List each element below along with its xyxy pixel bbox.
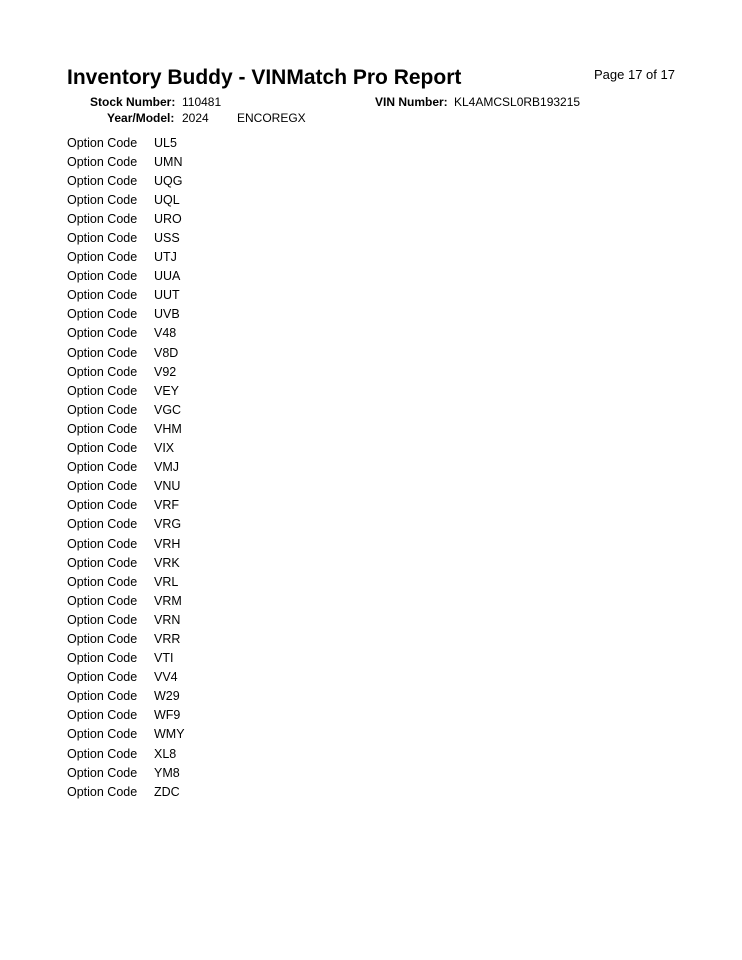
option-row <box>67 610 185 629</box>
option-code-value: VRF <box>154 498 179 513</box>
option-code-value: UMN <box>154 154 183 169</box>
option-row <box>67 324 185 343</box>
stock-number-label: Stock Number: <box>90 95 176 109</box>
option-code-value: VRK <box>154 555 180 570</box>
option-row <box>67 400 185 419</box>
option-code-label: Option Code <box>67 746 138 761</box>
option-code-label: Option Code <box>67 402 138 417</box>
option-code-label: Option Code <box>67 651 138 666</box>
report-title: Inventory Buddy - VINMatch Pro Report <box>67 66 462 89</box>
option-code-label: Option Code <box>67 288 138 303</box>
option-code-value: VEY <box>154 383 180 398</box>
option-code-value: YM8 <box>154 765 180 780</box>
option-code-label: Option Code <box>67 441 138 456</box>
option-row <box>67 744 185 763</box>
option-code-label: Option Code <box>67 670 138 685</box>
model-value: ENCOREGX <box>237 111 306 125</box>
option-code-label: Option Code <box>67 460 138 475</box>
option-code-label: Option Code <box>67 517 138 532</box>
option-code-label: Option Code <box>67 135 138 150</box>
option-row <box>67 133 185 152</box>
option-code-label: Option Code <box>67 250 138 265</box>
option-code-value: VRH <box>154 536 181 551</box>
option-row <box>67 439 185 458</box>
option-row <box>67 152 185 171</box>
option-row <box>67 209 185 228</box>
option-code-value: USS <box>154 231 180 246</box>
option-code-value: V48 <box>154 326 177 341</box>
option-row <box>67 629 185 648</box>
option-row <box>67 553 185 572</box>
option-code-value: VHM <box>154 421 182 436</box>
option-row <box>67 267 185 286</box>
option-code-label: Option Code <box>67 307 138 322</box>
option-code-label: Option Code <box>67 574 138 589</box>
option-code-label: Option Code <box>67 345 138 360</box>
option-code-value: VTI <box>154 651 174 666</box>
option-row <box>67 305 185 324</box>
option-code-label: Option Code <box>67 269 138 284</box>
option-code-value: VGC <box>154 402 182 417</box>
option-row <box>67 649 185 668</box>
option-row <box>67 591 185 610</box>
option-code-value: VRM <box>154 593 182 608</box>
option-row <box>67 515 185 534</box>
option-code-value: V8D <box>154 345 179 360</box>
year-value: 2024 <box>182 111 209 125</box>
option-code-value: W29 <box>154 689 180 704</box>
stock-number-value: 110481 <box>182 95 222 109</box>
year-model-label: Year/Model: <box>107 111 175 125</box>
option-code-label: Option Code <box>67 727 138 742</box>
option-code-label: Option Code <box>67 631 138 646</box>
option-code-value: V92 <box>154 364 177 379</box>
option-code-label: Option Code <box>67 326 138 341</box>
option-code-label: Option Code <box>67 364 138 379</box>
option-code-value: UL5 <box>154 135 177 150</box>
vin-number-label: VIN Number: <box>375 95 448 109</box>
option-code-label: Option Code <box>67 211 138 226</box>
page-number: Page 17 of 17 <box>594 67 675 82</box>
option-code-value: VMJ <box>154 460 179 475</box>
option-row <box>67 534 185 553</box>
option-row <box>67 248 185 267</box>
option-code-value: UQL <box>154 192 180 207</box>
option-row <box>67 782 185 801</box>
option-code-value: WMY <box>154 727 185 742</box>
option-code-value: VRR <box>154 631 181 646</box>
option-code-list <box>67 133 185 801</box>
option-row <box>67 687 185 706</box>
option-row <box>67 668 185 687</box>
option-row <box>67 171 185 190</box>
option-code-label: Option Code <box>67 555 138 570</box>
option-code-label: Option Code <box>67 765 138 780</box>
option-code-value: UVB <box>154 307 180 322</box>
option-code-label: Option Code <box>67 689 138 704</box>
option-row <box>67 286 185 305</box>
option-code-label: Option Code <box>67 612 138 627</box>
option-row <box>67 381 185 400</box>
option-code-value: ZDC <box>154 784 180 799</box>
option-code-value: UUT <box>154 288 180 303</box>
option-code-value: UUA <box>154 269 181 284</box>
vin-number-value: KL4AMCSL0RB193215 <box>454 95 581 109</box>
option-code-label: Option Code <box>67 593 138 608</box>
option-code-label: Option Code <box>67 173 138 188</box>
option-code-label: Option Code <box>67 708 138 723</box>
option-code-label: Option Code <box>67 192 138 207</box>
option-row <box>67 228 185 247</box>
option-row <box>67 419 185 438</box>
option-row <box>67 763 185 782</box>
option-code-value: WF9 <box>154 708 181 723</box>
option-row <box>67 725 185 744</box>
option-code-label: Option Code <box>67 479 138 494</box>
option-code-value: VRN <box>154 612 181 627</box>
option-code-label: Option Code <box>67 784 138 799</box>
option-code-value: VIX <box>154 441 175 456</box>
option-code-value: VRL <box>154 574 179 589</box>
option-code-value: VRG <box>154 517 182 532</box>
option-code-value: UQG <box>154 173 183 188</box>
option-row <box>67 343 185 362</box>
option-code-label: Option Code <box>67 536 138 551</box>
option-code-value: URO <box>154 211 182 226</box>
option-code-value: UTJ <box>154 250 177 265</box>
option-code-label: Option Code <box>67 154 138 169</box>
option-code-label: Option Code <box>67 421 138 436</box>
option-code-value: VNU <box>154 479 181 494</box>
option-code-value: VV4 <box>154 670 178 685</box>
option-row <box>67 477 185 496</box>
option-row <box>67 706 185 725</box>
option-row <box>67 496 185 515</box>
option-row <box>67 458 185 477</box>
option-code-label: Option Code <box>67 231 138 246</box>
option-row <box>67 190 185 209</box>
option-row <box>67 572 185 591</box>
option-code-value: XL8 <box>154 746 177 761</box>
option-code-label: Option Code <box>67 383 138 398</box>
option-code-label: Option Code <box>67 498 138 513</box>
option-row <box>67 362 185 381</box>
